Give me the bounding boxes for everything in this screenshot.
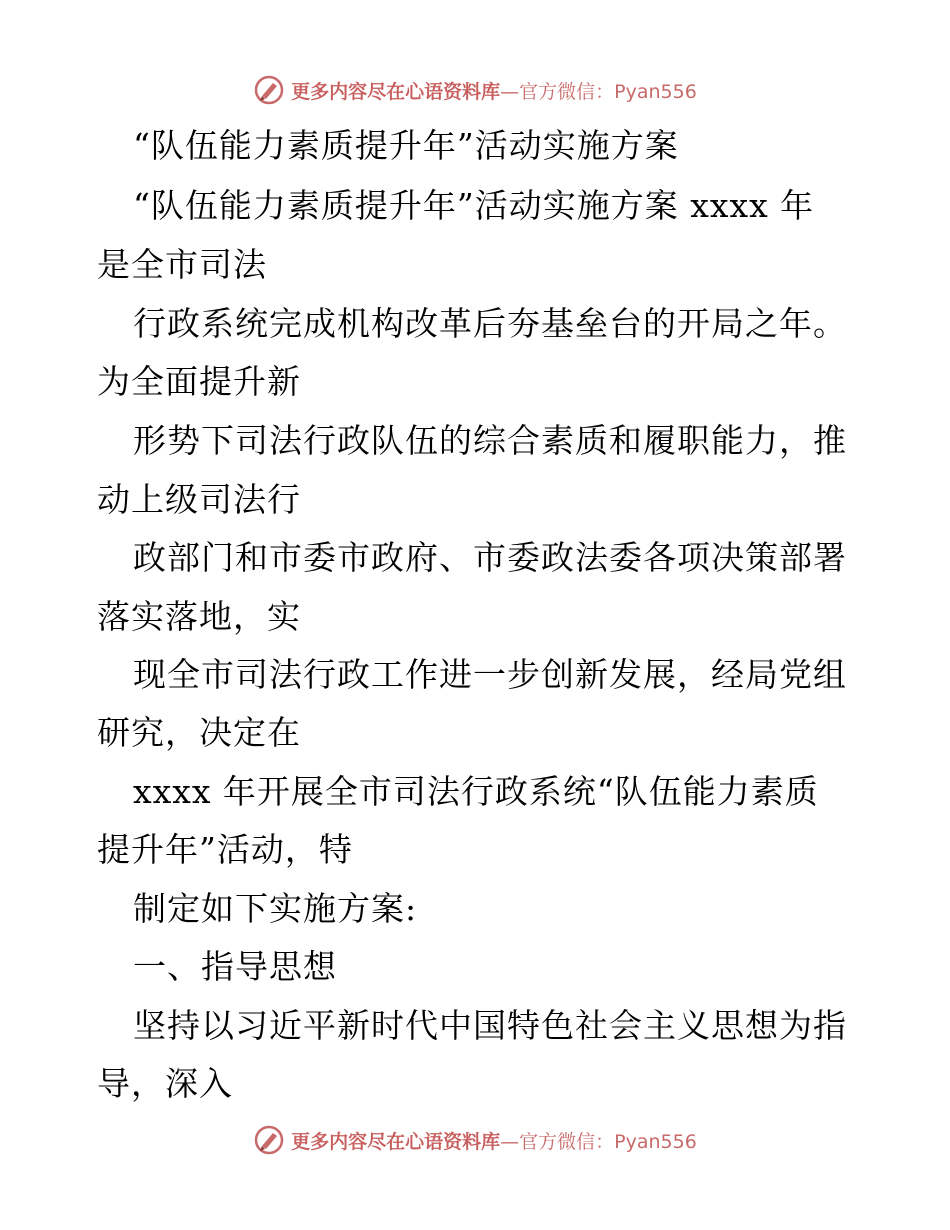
watermark-rest: 官方微信：Pyan556 bbox=[519, 80, 697, 103]
watermark-main: 更多内容尽在心语资料库 bbox=[291, 1130, 501, 1153]
section-heading: 一、指导思想 bbox=[133, 947, 337, 986]
watermark-text bbox=[291, 1127, 697, 1154]
watermark-banner-bottom bbox=[0, 1120, 950, 1160]
pen-logo-icon bbox=[253, 1124, 285, 1156]
paragraph-line: 提升年”活动，特 bbox=[97, 830, 353, 869]
watermark-group bbox=[253, 1124, 697, 1156]
watermark-text bbox=[291, 77, 697, 104]
watermark-banner-top bbox=[0, 70, 950, 110]
watermark-group bbox=[253, 74, 697, 106]
paragraph-line: “队伍能力素质提升年”活动实施方案 xxxx 年 bbox=[133, 186, 815, 225]
paragraph-line: 制定如下实施方案: bbox=[133, 889, 418, 928]
paragraph-line: 导，深入 bbox=[97, 1064, 233, 1103]
paragraph-line: 为全面提升新 bbox=[97, 362, 301, 401]
pen-logo-icon bbox=[253, 74, 285, 106]
paragraph-line: 落实落地，实 bbox=[97, 597, 301, 636]
watermark-rest: 官方微信：Pyan556 bbox=[519, 1130, 697, 1153]
paragraph-line: 是全市司法 bbox=[97, 245, 267, 284]
document-title: “队伍能力素质提升年”活动实施方案 bbox=[133, 126, 679, 165]
watermark-main: 更多内容尽在心语资料库 bbox=[291, 80, 501, 103]
paragraph-line: 行政系统完成机构改革后夯基垒台的开局之年。 bbox=[133, 304, 847, 343]
paragraph-line: 形势下司法行政队伍的综合素质和履职能力，推 bbox=[133, 421, 847, 460]
paragraph-line: 研究，决定在 bbox=[97, 713, 301, 752]
paragraph-line: 动上级司法行 bbox=[97, 480, 301, 519]
paragraph-line: 政部门和市委市政府、市委政法委各项决策部署 bbox=[133, 538, 847, 577]
watermark-separator: — bbox=[500, 1130, 520, 1153]
paragraph-line: 坚持以习近平新时代中国特色社会主义思想为指 bbox=[133, 1006, 847, 1045]
watermark-separator: — bbox=[500, 80, 520, 103]
paragraph-line: 现全市司法行政工作进一步创新发展，经局党组 bbox=[133, 655, 847, 694]
paragraph-line: xxxx 年开展全市司法行政系统“队伍能力素质 bbox=[133, 772, 819, 811]
